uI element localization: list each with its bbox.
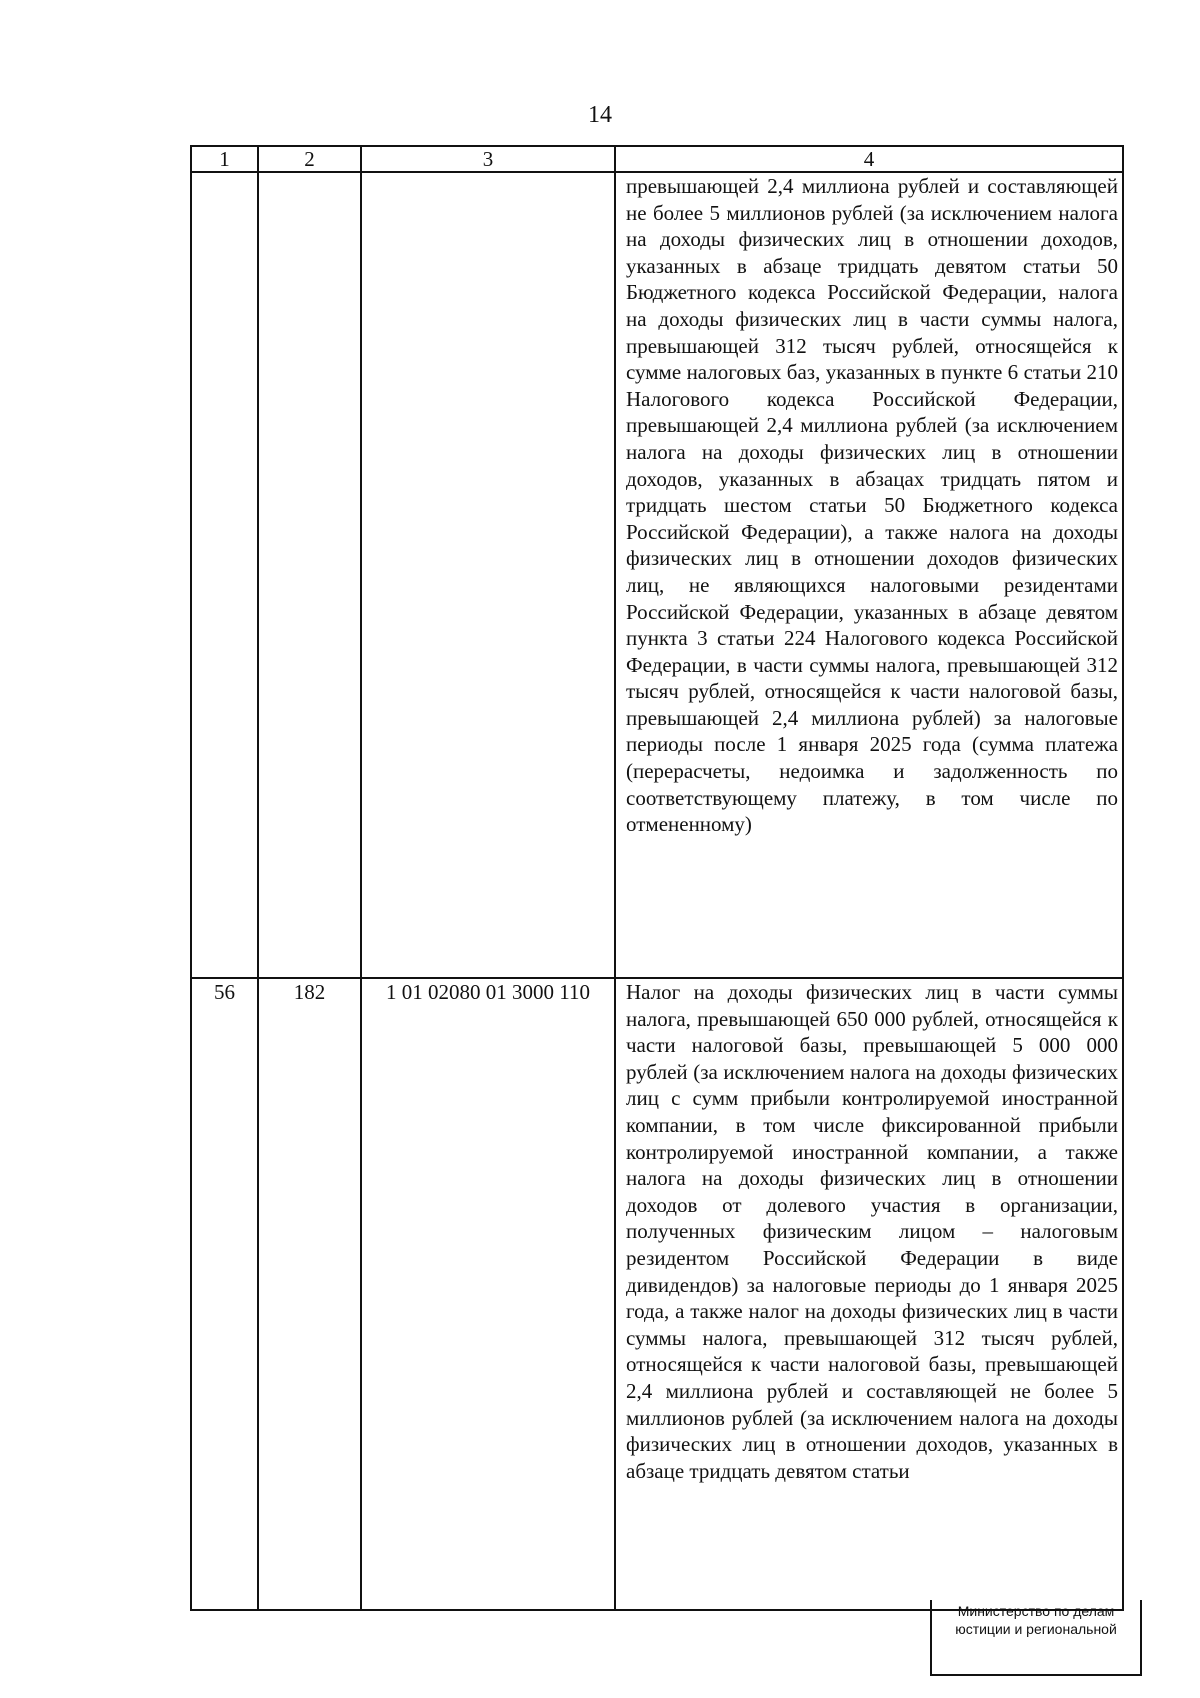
classification-code-cell bbox=[361, 172, 615, 978]
header-col-3: 3 bbox=[361, 146, 615, 172]
header-col-4: 4 bbox=[615, 146, 1123, 172]
header-col-2: 2 bbox=[258, 146, 361, 172]
header-col-1: 1 bbox=[191, 146, 258, 172]
registration-stamp bbox=[930, 1600, 1142, 1676]
description-cell bbox=[615, 172, 1123, 978]
stamp-line-2: юстиции и региональной bbox=[955, 1621, 1117, 1637]
budget-classification-table bbox=[190, 145, 1124, 1611]
row-number-cell: 56 bbox=[191, 978, 258, 1610]
table-row bbox=[191, 172, 1123, 978]
description-text: Налог на доходы физических лиц в части суммы налога, превышающей 650 000 рублей, относящейся к части налоговой базы, превышающей 5 000 000 рублей (за исключением налога на доходы физических лиц с сумм прибыли контролируемой иностранной компании, в том числе фиксированной прибыли контролируемой иностранной компании, а также налога на доходы физических лиц в отношении доходов от долевого участия в организации, полученных физическим лицом – налоговым резидентом Российской Федерации в виде дивидендов) за налоговые периоды до 1 января 2025 года, а также налог на доходы физических лиц в части суммы налога, превышающей 312 тысяч рублей, относящейся к части налоговой базы, превышающей 2,4 миллиона рублей и составляющей не более 5 миллионов рублей (за исключением налога на доходы физических лиц в отношении доходов, указанных в абзаце тридцать девятом статьи bbox=[626, 980, 1118, 1483]
admin-code-cell bbox=[258, 172, 361, 978]
admin-code-cell: 182 bbox=[258, 978, 361, 1610]
description-cell bbox=[615, 978, 1123, 1610]
row-number-cell bbox=[191, 172, 258, 978]
table-row bbox=[191, 978, 1123, 1610]
stamp-line-1: Министерство по делам bbox=[957, 1603, 1115, 1619]
page-number: 14 bbox=[588, 102, 612, 128]
description-text: превышающей 2,4 миллиона рублей и составляющей не более 5 миллионов рублей (за исключением налога на доходы физических лиц в отношении доходов, указанных в абзаце тридцать девятом статьи 50 Бюджетного кодекса Российской Федерации, налога на доходы физических лиц в части суммы налога, превышающей 312 тысяч рублей, относящейся к сумме налоговых баз, указанных в пункте 6 статьи 210 Налогового кодекса Российской Федерации, превышающей 2,4 миллиона рублей (за исключением налога на доходы физических лиц в отношении доходов, указанных в абзацах тридцать пятом и тридцать шестом статьи 50 Бюджетного кодекса Российской Федерации), а также налога на доходы физических лиц в отношении доходов физических лиц, не являющихся налоговыми резидентами Российской Федерации, указанных в абзаце девятом пункта 3 статьи 224 Налогового кодекса Российской Федерации, в части суммы налога, превышающей 312 тысяч рублей, относящейся к части налоговой базы, превышающей 2,4 миллиона рублей) за налоговые периоды после 1 января 2025 года (сумма платежа (перерасчеты, недоимка и задолженность по соответствующему платежу, в том числе по отмененному) bbox=[626, 174, 1118, 837]
table-header-row bbox=[191, 146, 1123, 172]
classification-code-cell: 1 01 02080 01 3000 110 bbox=[361, 978, 615, 1610]
